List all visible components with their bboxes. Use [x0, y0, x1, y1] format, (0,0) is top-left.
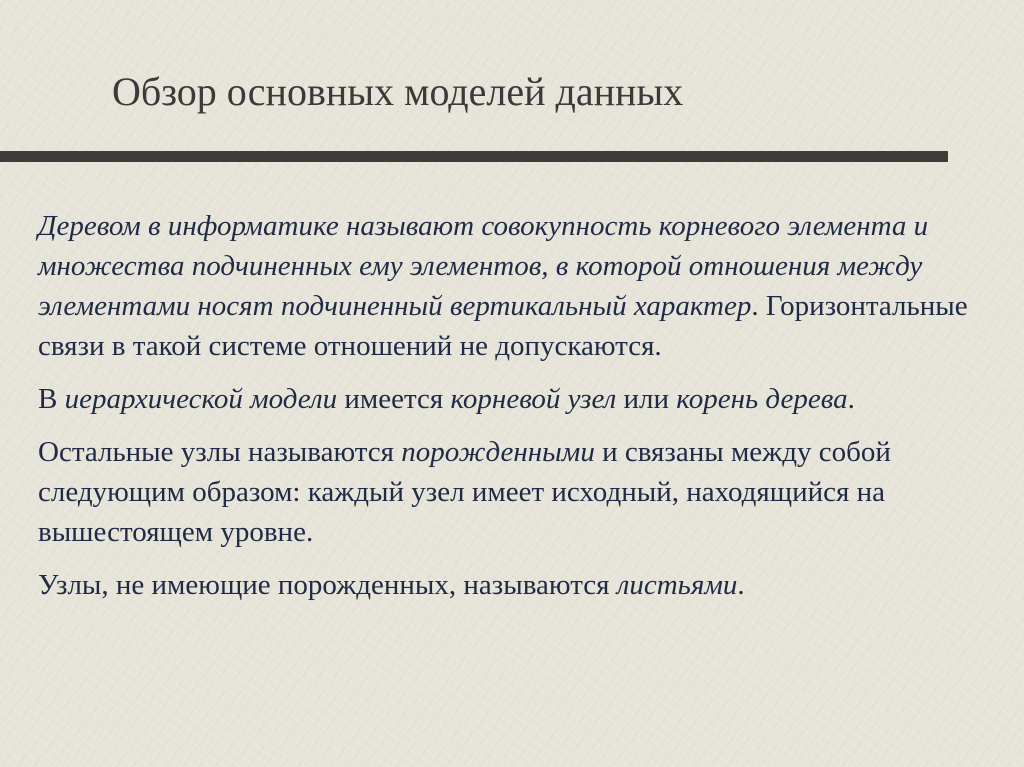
text-run: Деревом в информатике называют совокупность корневого элемента и множества подчиненных ему элементов, в которой отношения между элементами носят подчиненный вертикальный характер	[38, 210, 929, 322]
paragraph-leaves	[38, 565, 978, 605]
text-run: .	[847, 383, 855, 415]
paragraph-root-node	[38, 379, 978, 419]
text-run: или	[616, 383, 677, 415]
text-run: корень дерева	[676, 383, 848, 415]
text-run: В	[38, 383, 65, 415]
text-run: порожденными	[401, 436, 595, 468]
text-run: иерархической модели	[64, 383, 338, 415]
text-run: имеется	[337, 383, 451, 415]
slide-title: Обзор основных моделей данных	[112, 69, 684, 114]
text-run: листьями	[616, 569, 738, 601]
text-run: корневой узел	[450, 383, 617, 415]
text-run: Узлы, не имеющие порожденных, называются	[38, 569, 617, 601]
text-run: .	[737, 569, 745, 601]
slide-body	[38, 206, 978, 618]
text-run: . Горизонтальные связи в такой системе отношений не допускаются.	[38, 290, 968, 362]
paragraph-child-nodes	[38, 432, 978, 552]
text-run: и связаны между собой следующим образом: каждый узел имеет исходный, находящийся на вышестоящем уровне.	[38, 436, 891, 548]
text-run: Остальные узлы называются	[38, 436, 402, 468]
paragraph-tree-definition	[38, 206, 978, 366]
title-divider	[0, 151, 948, 162]
